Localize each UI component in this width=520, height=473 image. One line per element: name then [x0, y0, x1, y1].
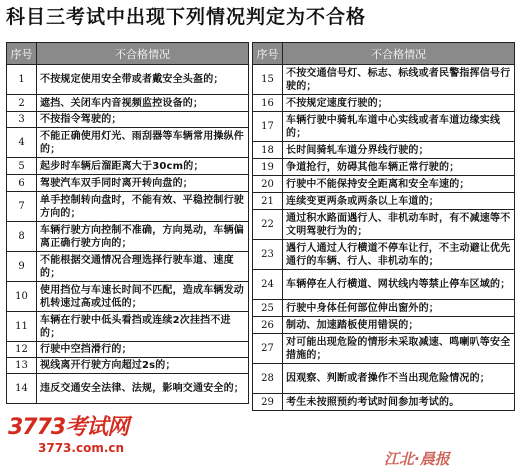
table-row — [253, 364, 515, 394]
page-title: 科目三考试中出现下列情况判定为不合格 — [6, 6, 367, 28]
table-row — [253, 394, 515, 411]
table-row — [7, 252, 249, 282]
header-num: 序号 — [7, 43, 37, 65]
row-description: 不按交通信号灯、标志、标线或者民警指挥信号行驶的； — [283, 65, 515, 95]
table-row — [7, 95, 249, 112]
table-row — [7, 192, 249, 222]
row-number: 8 — [7, 222, 37, 252]
table-row — [7, 65, 249, 95]
table-row — [253, 159, 515, 176]
table-row — [7, 158, 249, 175]
watermark-logo-text: 3773考试网 — [8, 415, 129, 440]
row-number: 9 — [7, 252, 37, 282]
row-description: 争道抢行，妨碍其他车辆正常行驶的； — [283, 159, 515, 176]
row-description: 使用挡位与车速长时间不匹配，造成车辆发动机转速过高或过低的； — [37, 282, 249, 312]
watermark-logo-url: 3773.com.cn — [38, 441, 125, 455]
row-description: 不按指令驾驶的； — [37, 112, 249, 128]
row-description: 单手控制转向盘时，不能有效、平稳控制行驶方向的； — [37, 192, 249, 222]
row-description: 制动、加速踏板使用错误的； — [283, 317, 515, 334]
row-number: 17 — [253, 112, 283, 142]
table-row — [253, 193, 515, 210]
table-row — [253, 210, 515, 240]
row-description: 遮挡、关闭车内音视频监控设备的； — [37, 95, 249, 112]
row-description: 不能根据交通情况合理选择行驶车道、速度的； — [37, 252, 249, 282]
table-row — [253, 300, 515, 317]
row-description: 车辆停在人行横道、网状线内等禁止停车区域的； — [283, 270, 515, 300]
row-number: 27 — [253, 334, 283, 364]
row-description: 连续变更两条或两条以上车道的； — [283, 193, 515, 210]
row-description: 遇行人通过人行横道不停车让行，不主动避让优先通行的车辆、行人、非机动车的； — [283, 240, 515, 270]
row-number: 1 — [7, 65, 37, 95]
row-number: 12 — [7, 342, 37, 358]
table-row — [253, 317, 515, 334]
table-row — [7, 282, 249, 312]
table-row — [253, 95, 515, 112]
row-number: 4 — [7, 128, 37, 158]
header-desc: 不合格情况 — [37, 43, 249, 65]
row-description: 车辆在行驶中低头看挡或连续2次挂挡不进的； — [37, 312, 249, 342]
row-description: 车辆行驶方向控制不准确，方向晃动，车辆偏离正确行驶方向的； — [37, 222, 249, 252]
row-number: 25 — [253, 300, 283, 317]
rules-table-right — [252, 42, 515, 411]
row-description: 违反交通安全法律、法规，影响交通安全的； — [37, 374, 249, 404]
row-description: 不按规定使用安全带或者戴安全头盔的； — [37, 65, 249, 95]
table-row — [253, 270, 515, 300]
row-number: 23 — [253, 240, 283, 270]
table-row — [7, 128, 249, 158]
row-description: 考生未按照预约考试时间参加考试的。 — [283, 394, 515, 411]
row-number: 13 — [7, 358, 37, 374]
table-row — [7, 374, 249, 404]
table-row — [253, 65, 515, 95]
watermark-logo — [8, 410, 158, 462]
row-description: 长时间骑轧车道分界线行驶的； — [283, 142, 515, 159]
row-description: 驾驶汽车双手同时离开转向盘的； — [37, 175, 249, 192]
rules-table-left — [6, 42, 249, 404]
row-number: 14 — [7, 374, 37, 404]
row-number: 2 — [7, 95, 37, 112]
table-row — [7, 222, 249, 252]
row-description: 行驶中空挡滑行的； — [37, 342, 249, 358]
row-number: 20 — [253, 176, 283, 193]
row-description: 因观察、判断或者操作不当出现危险情况的； — [283, 364, 515, 394]
row-number: 28 — [253, 364, 283, 394]
row-number: 5 — [7, 158, 37, 175]
row-description: 不能正确使用灯光、雨刮器等车辆常用操纵件的； — [37, 128, 249, 158]
row-description: 行驶中不能保持安全距离和安全车速的； — [283, 176, 515, 193]
table-row — [7, 358, 249, 374]
row-number: 21 — [253, 193, 283, 210]
table-row — [7, 112, 249, 128]
table-header-row — [7, 43, 249, 65]
row-number: 6 — [7, 175, 37, 192]
row-number: 10 — [7, 282, 37, 312]
row-description: 行驶中身体任何部位伸出窗外的； — [283, 300, 515, 317]
table-header-row — [253, 43, 515, 65]
row-number: 22 — [253, 210, 283, 240]
row-number: 18 — [253, 142, 283, 159]
table-row — [253, 112, 515, 142]
row-number: 19 — [253, 159, 283, 176]
table-row — [7, 342, 249, 358]
table-row — [253, 334, 515, 364]
row-number: 29 — [253, 394, 283, 411]
row-number: 7 — [7, 192, 37, 222]
table-row — [7, 175, 249, 192]
table-row — [253, 240, 515, 270]
row-description: 车辆行驶中骑轧车道中心实线或者车道边缘实线的； — [283, 112, 515, 142]
row-number: 11 — [7, 312, 37, 342]
row-number: 16 — [253, 95, 283, 112]
row-number: 15 — [253, 65, 283, 95]
row-number: 3 — [7, 112, 37, 128]
header-num: 序号 — [253, 43, 283, 65]
watermark-newspaper: 江北·晨报 — [384, 450, 450, 468]
table-row — [7, 312, 249, 342]
row-description: 起步时车辆后溜距离大于30cm的； — [37, 158, 249, 175]
row-number: 24 — [253, 270, 283, 300]
row-number: 26 — [253, 317, 283, 334]
row-description: 对可能出现危险的情形未采取减速、鸣喇叭等安全措施的； — [283, 334, 515, 364]
header-desc: 不合格情况 — [283, 43, 515, 65]
row-description: 通过积水路面遇行人、非机动车时，有不减速等不文明驾驶行为的； — [283, 210, 515, 240]
row-description: 不按规定速度行驶的； — [283, 95, 515, 112]
table-row — [253, 176, 515, 193]
row-description: 视线离开行驶方向超过2s的； — [37, 358, 249, 374]
table-row — [253, 142, 515, 159]
